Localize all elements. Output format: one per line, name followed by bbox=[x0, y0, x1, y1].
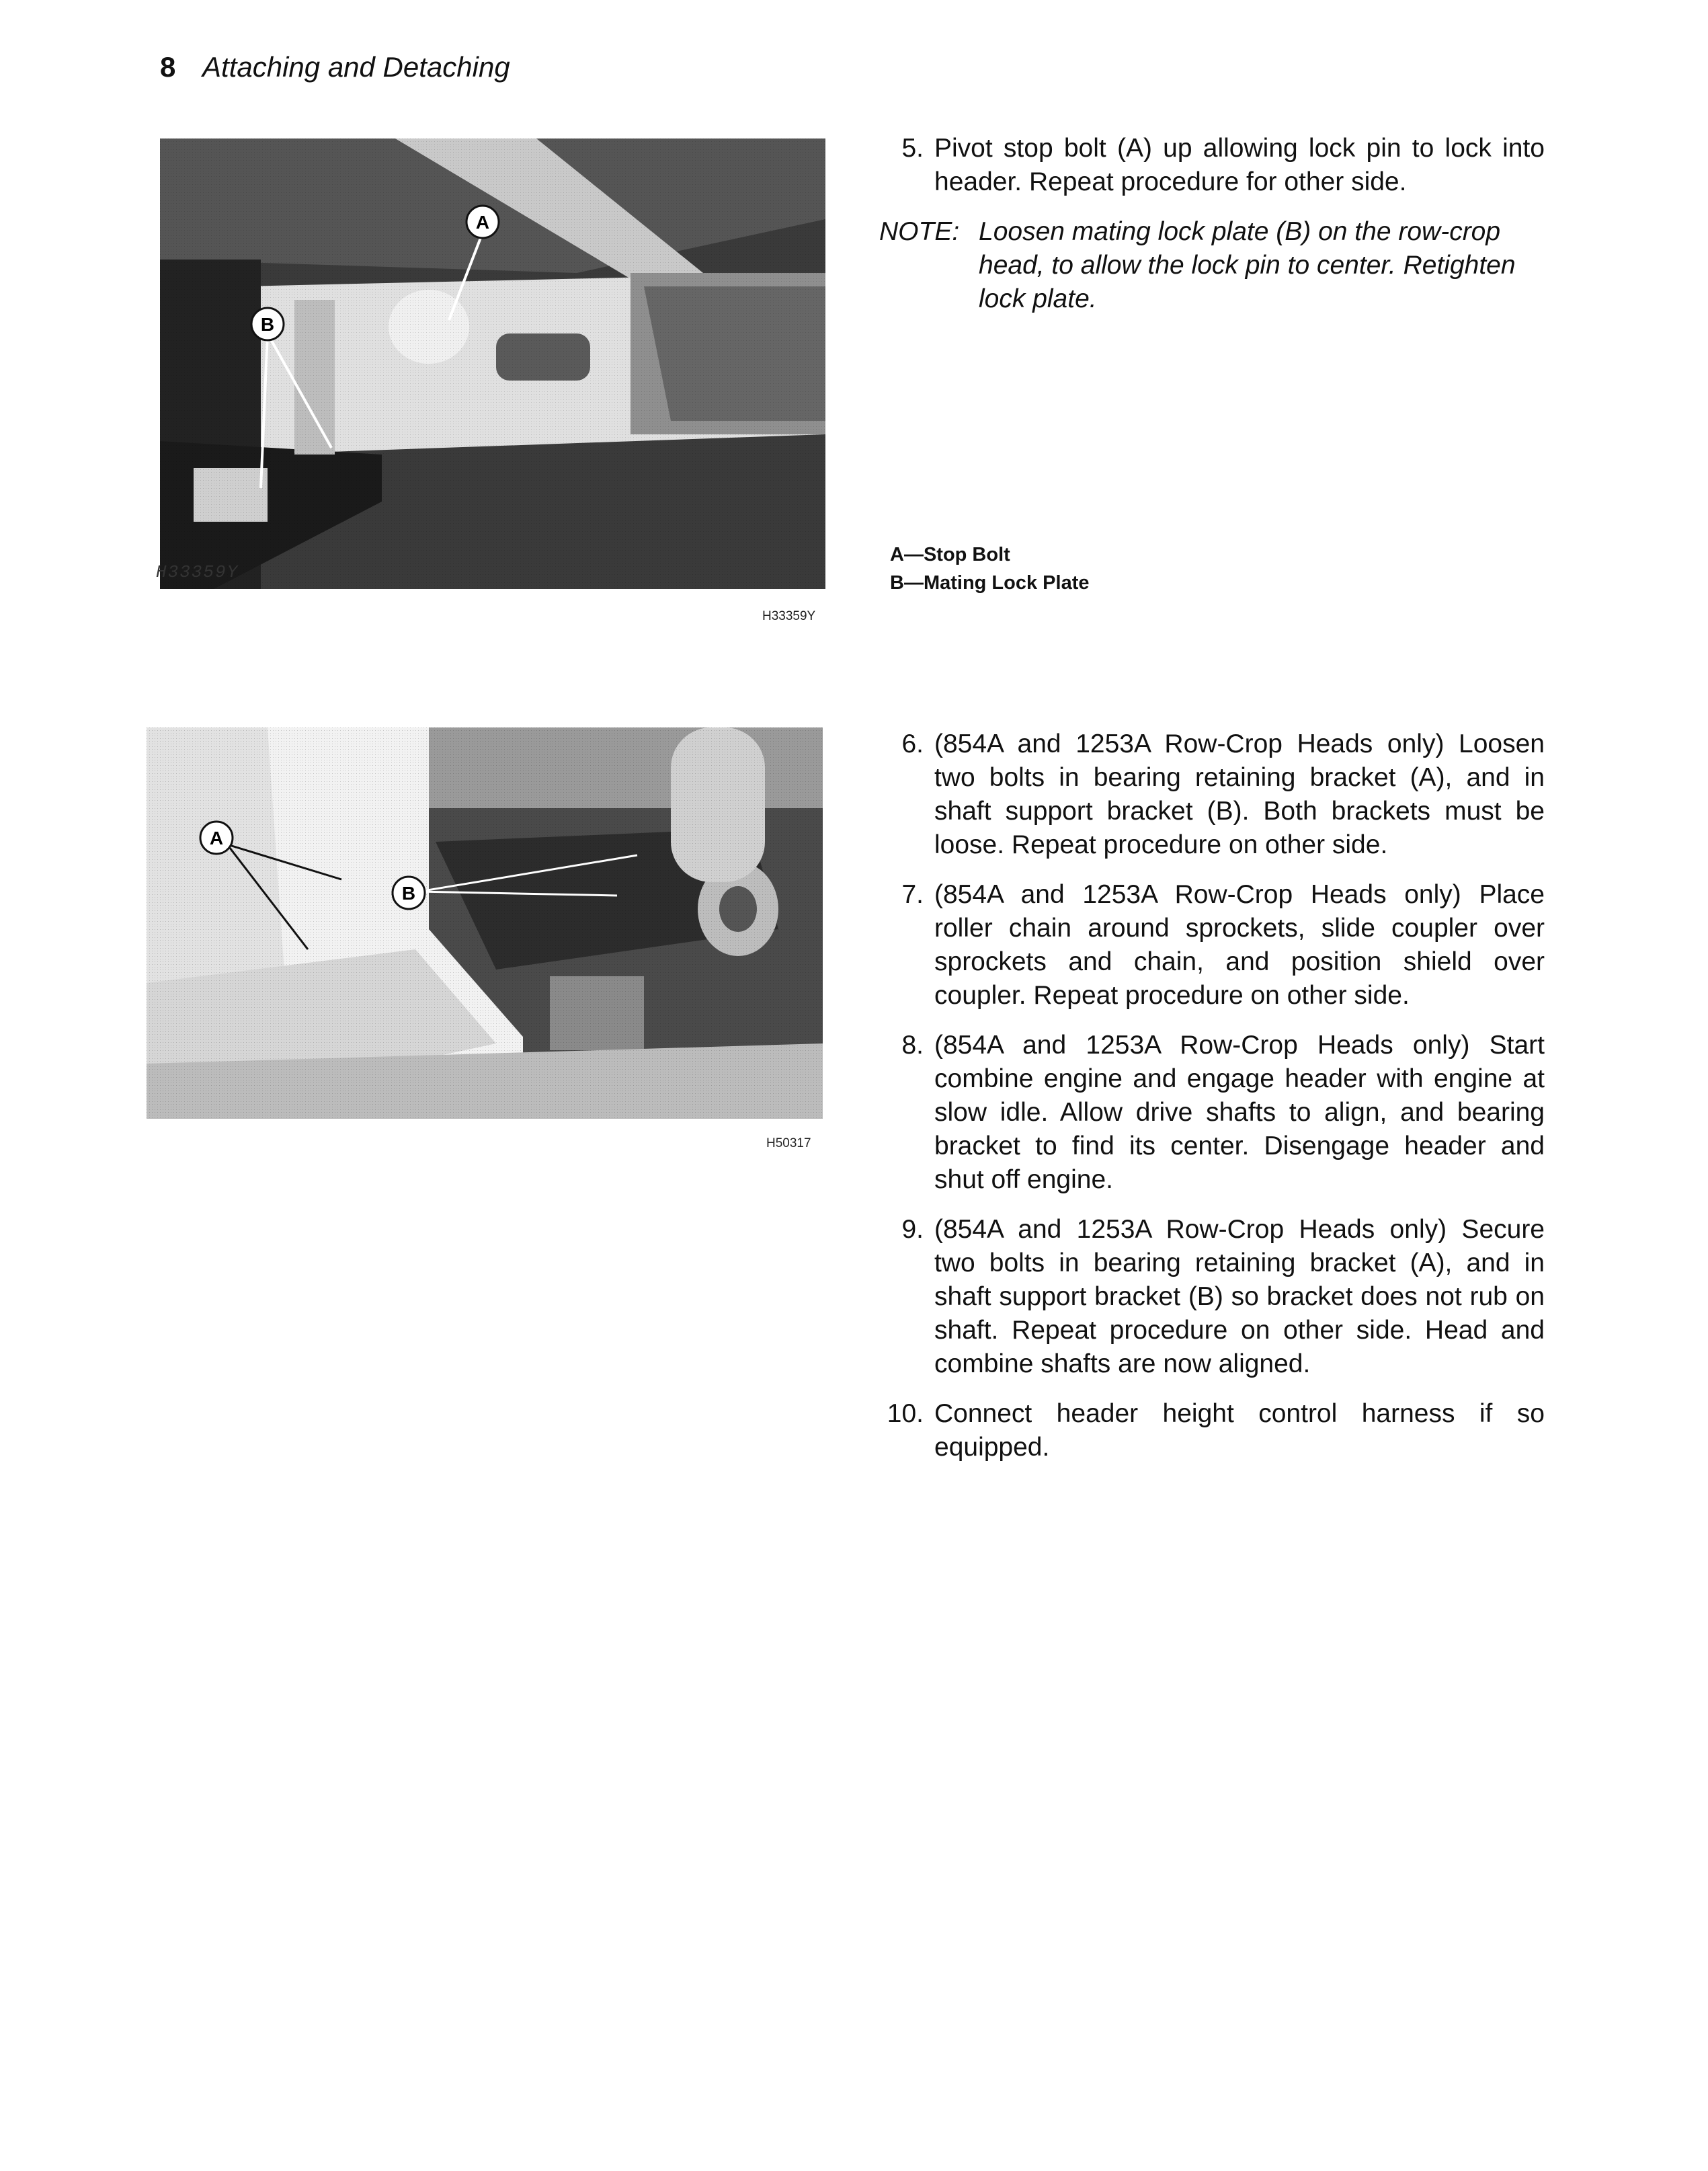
step-text: (854A and 1253A Row-Crop Heads only) Secure two bolts in bearing retaining bracket (A), and in shaft support bracket (B) so bracket does not rub on shaft. Repeat procedure on other side. Head and combine shafts are now aligned. bbox=[934, 1215, 1545, 1378]
note-text: Loosen mating lock plate (B) on the row-crop head, to allow the lock pin to center. Retighten lock plate. bbox=[979, 217, 1516, 313]
step-7 bbox=[879, 878, 1545, 1013]
note-label: NOTE: bbox=[879, 217, 960, 246]
callout-a bbox=[466, 206, 499, 238]
page-header bbox=[160, 51, 510, 83]
figure-1-code: H33359Y bbox=[762, 609, 816, 623]
step-6 bbox=[879, 727, 1545, 862]
step-text: (854A and 1253A Row-Crop Heads only) Start combine engine and engage header with engine at slow idle. Allow drive shafts to align, and bearing bracket to find its center. Disengage header and shut off engine. bbox=[934, 1031, 1545, 1194]
legend-item-b: B—Mating Lock Plate bbox=[890, 572, 1090, 594]
figure-1-legend bbox=[890, 541, 1090, 597]
figure-2-photo bbox=[147, 727, 823, 1119]
step-text: (854A and 1253A Row-Crop Heads only) Place roller chain around sprockets, slide coupler over sprockets and chain, and position shield over coupler. Repeat procedure on other side. bbox=[934, 880, 1545, 1010]
figure-2-code: H50317 bbox=[766, 1136, 811, 1150]
note bbox=[879, 215, 1545, 316]
step-number: 7. bbox=[901, 880, 924, 909]
step-number: 6. bbox=[901, 729, 924, 758]
step-text: (854A and 1253A Row-Crop Heads only) Loosen two bolts in bearing retaining bracket (A), and in shaft support bracket (B). Both brackets must be loose. Repeat procedure on other side. bbox=[934, 729, 1545, 859]
step-number: 5. bbox=[901, 134, 924, 163]
figure-1-photo bbox=[160, 139, 825, 589]
callout-b bbox=[251, 308, 284, 340]
svg-text:A: A bbox=[475, 212, 490, 233]
svg-text:B: B bbox=[260, 314, 275, 335]
legend-item-a: A—Stop Bolt bbox=[890, 544, 1010, 565]
step-text: Connect header height control harness if so equipped. bbox=[934, 1399, 1545, 1462]
step-9 bbox=[879, 1213, 1545, 1381]
text-block-top bbox=[879, 132, 1545, 332]
step-text: Pivot stop bolt (A) up allowing lock pin to lock into header. Repeat procedure for other side. bbox=[934, 134, 1545, 196]
page-number: 8 bbox=[160, 51, 176, 83]
step-8 bbox=[879, 1029, 1545, 1197]
step-number: 9. bbox=[901, 1215, 924, 1244]
section-title: Attaching and Detaching bbox=[202, 51, 510, 83]
figure-1-stamp: H33359Y bbox=[156, 562, 239, 582]
step-number: 10. bbox=[887, 1399, 924, 1428]
text-block-bottom bbox=[879, 727, 1545, 1481]
step-number: 8. bbox=[901, 1031, 924, 1060]
callout-a bbox=[200, 822, 233, 854]
svg-text:B: B bbox=[401, 883, 416, 904]
svg-text:A: A bbox=[209, 828, 224, 848]
step-10 bbox=[879, 1397, 1545, 1464]
step-5 bbox=[879, 132, 1545, 199]
callout-b bbox=[393, 877, 425, 909]
